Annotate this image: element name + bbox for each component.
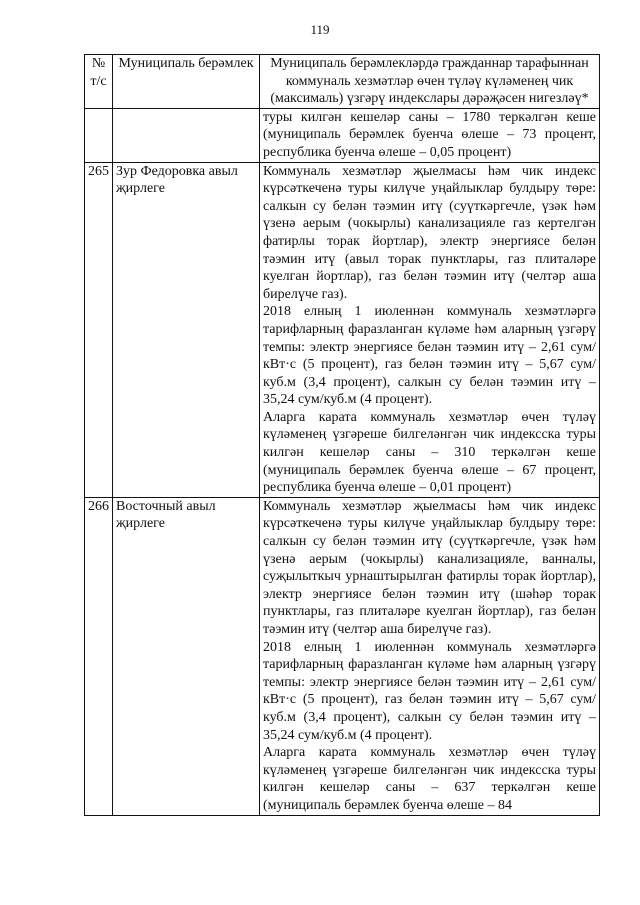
table-row	[85, 162, 600, 497]
description-paragraph: 2018 елның 1 июленнән коммуналь хезмәтләргә тарифларның фаразланган күләме һәм аларның үзгәрү темпы: электр энергиясе белән тәэмин итү – 2,61 сум/кВт·с (5 процент), газ белән тәэмин итү – 5,67 сум/куб.м (3,4 процент), салкын су белән тәэмин итү – 35,24 сум/куб.м (4 процент).	[263, 304, 596, 408]
row-number: 265	[85, 162, 113, 497]
row-municipality: Зур Федоровка авыл җирлеге	[113, 162, 260, 497]
continuation-text: туры килгән кешеләр саны – 1780 теркәлгән кеше (муниципаль берәмлек буенча өлеше – 73 процент, республика буенча өлеше – 0,05 процент)	[263, 109, 596, 160]
indices-table	[84, 54, 600, 816]
continuation-municipality-cell	[113, 108, 260, 162]
description-paragraph: Аларга карата коммуналь хезмәтләр өчен түләү күләменең үзгәреше билгеләнгән чик индексска туры килгән кешеләр саны – 310 теркәлгән кеше (муниципаль берәмлек буенча өлеше – 67 процент, республика буенча өлеше – 0,01 процент)	[263, 409, 596, 496]
table-row	[85, 497, 600, 815]
row-number: 266	[85, 497, 113, 815]
row-description	[260, 162, 600, 497]
row-municipality: Восточный авыл җирлеге	[113, 497, 260, 815]
header-municipality: Муниципаль берәмлек	[113, 55, 260, 109]
description-paragraph: Коммуналь хезмәтләр җыелмасы һәм чик индекс күрсәткеченә туры килүче уңайлыклар булдыру төре: салкын су белән тәэмин итү (суүткәргечле, үзәк һәм үзенә аерым (чокырлы) канализацияле газ кертелгән фатирлы торак йортлар), электр энергиясе белән тәэмин итү (авыл торак пунктлары, газ плиталәре куелган йортлар), газ белән тәэмин итү (челтәр аша бирелүче газ).	[263, 163, 596, 302]
description-paragraph: Аларга карата коммуналь хезмәтләр өчен түләү күләменең үзгәреше билгеләнгән чик индексска туры килгән кешеләр саны – 637 теркәлгән кеше (муниципаль берәмлек буенча өлеше – 84	[263, 745, 596, 813]
header-number: № т/с	[85, 55, 113, 109]
continuation-row	[85, 108, 600, 162]
continuation-description-cell	[260, 108, 600, 162]
description-paragraph: 2018 елның 1 июленнән коммуналь хезмәтләргә тарифларның фаразланган күләме һәм аларның үзгәрү темпы: электр энергиясе белән тәэмин итү – 2,61 сум/кВт·с (5 процент), газ белән тәэмин итү – 5,67 сум/куб.м (3,4 процент), салкын су белән тәэмин итү – 35,24 сум/куб.м (4 процент).	[263, 639, 596, 743]
page-number: 119	[310, 22, 330, 37]
row-description	[260, 497, 600, 815]
continuation-number-cell	[85, 108, 113, 162]
description-paragraph: Коммуналь хезмәтләр җыелмасы һәм чик индекс күрсәткеченә туры килүче уңайлыклар булдыру төре: салкын су белән тәэмин итү (суүткәргечле, үзәк һәм үзенә аерым (чокырлы) канализацияле, ванналы, суҗылыткыч урнаштырылган фатирлы торак йортлар), электр энергиясе белән тәэмин итү (шәһәр торак пунктлары, газ плиталәре куелган йортлар), газ белән тәэмин итү (челтәр аша бирелүче газ).	[263, 498, 596, 637]
table-header-row	[85, 55, 600, 109]
header-description: Муниципаль берәмлекләрдә гражданнар тарафыннан коммуналь хезмәтләр өчен түләү күләменең чик (максималь) үзгәрү индекслары дәрәҗәсен нигезләү*	[260, 55, 600, 109]
